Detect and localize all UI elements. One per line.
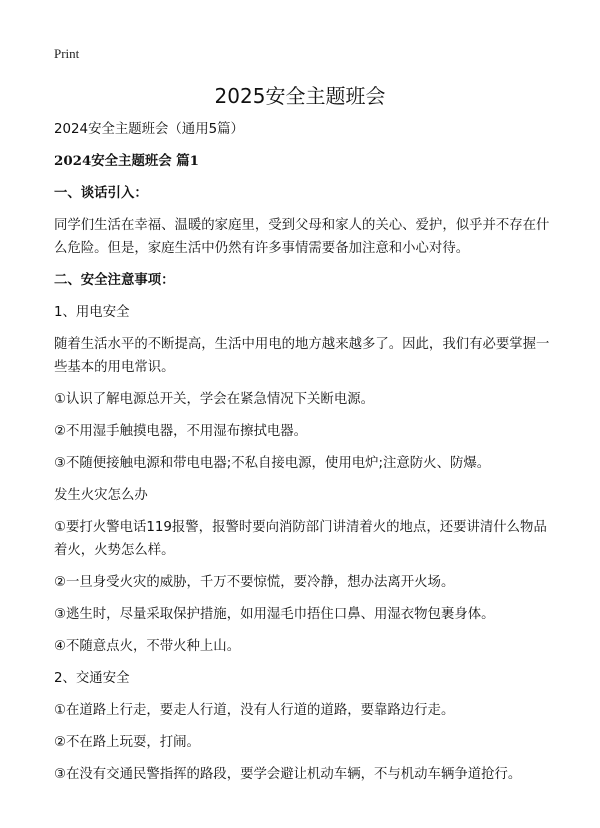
- list-item: ①要打火警电话119报警，报警时要向消防部门讲清着火的地点，还要讲清什么物品着火，火势怎么样。: [54, 520, 547, 558]
- list-item: ①认识了解电源总开关，学会在紧急情况下关断电源。: [54, 392, 374, 407]
- section2-heading: 二、安全注意事项：: [54, 273, 175, 288]
- list-item: ④不随意点火，不带火种上山。: [54, 639, 241, 654]
- list-item: ②不在路上玩耍，打闹。: [54, 735, 200, 750]
- section1-heading: 一、谈话引入：: [54, 186, 148, 201]
- page-title: 2025安全主题班会: [214, 84, 386, 108]
- list-item: ②不用湿手触摸电器，不用湿布擦拭电器。: [54, 424, 308, 439]
- print-link[interactable]: Print: [54, 46, 80, 61]
- list-item: ③逃生时，尽量采取保护措施，如用湿毛巾捂住口鼻、用湿衣物包裹身体。: [54, 607, 495, 622]
- list-item: ③不随便接触电源和带电电器;不私自接电源，使用电炉;注意防火、防爆。: [54, 456, 491, 471]
- list-item: ③在没有交通民警指挥的路段，要学会避让机动车辆，不与机动车辆争道抢行。: [54, 767, 522, 782]
- document-subtitle: 2024安全主题班会（通用5篇）: [54, 122, 244, 137]
- fire-heading: 发生火灾怎么办: [54, 488, 148, 503]
- list-item: ①在道路上行走，要走人行道，没有人行道的道路，要靠路边行走。: [54, 703, 455, 718]
- section1-paragraph: 同学们生活在幸福、温暖的家庭里，受到父母和家人的关心、爱护，似乎并不存在什么危险。但是，家庭生活中仍然有许多事情需要备加注意和小心对待。: [54, 218, 550, 256]
- list-item: ②一旦身受火灾的威胁，千万不要惊慌，要冷静，想办法离开火场。: [54, 575, 455, 590]
- traffic-safety-heading: 2、交通安全: [54, 671, 130, 686]
- electric-safety-heading: 1、用电安全: [54, 305, 130, 320]
- document-body: [54, 118, 554, 793]
- electric-safety-intro: 随着生活水平的不断提高，生活中用电的地方越来越多了。因此，我们有必要掌握一些基本的用电常识。: [54, 337, 550, 375]
- part-heading: 2024安全主题班会 篇1: [54, 153, 199, 169]
